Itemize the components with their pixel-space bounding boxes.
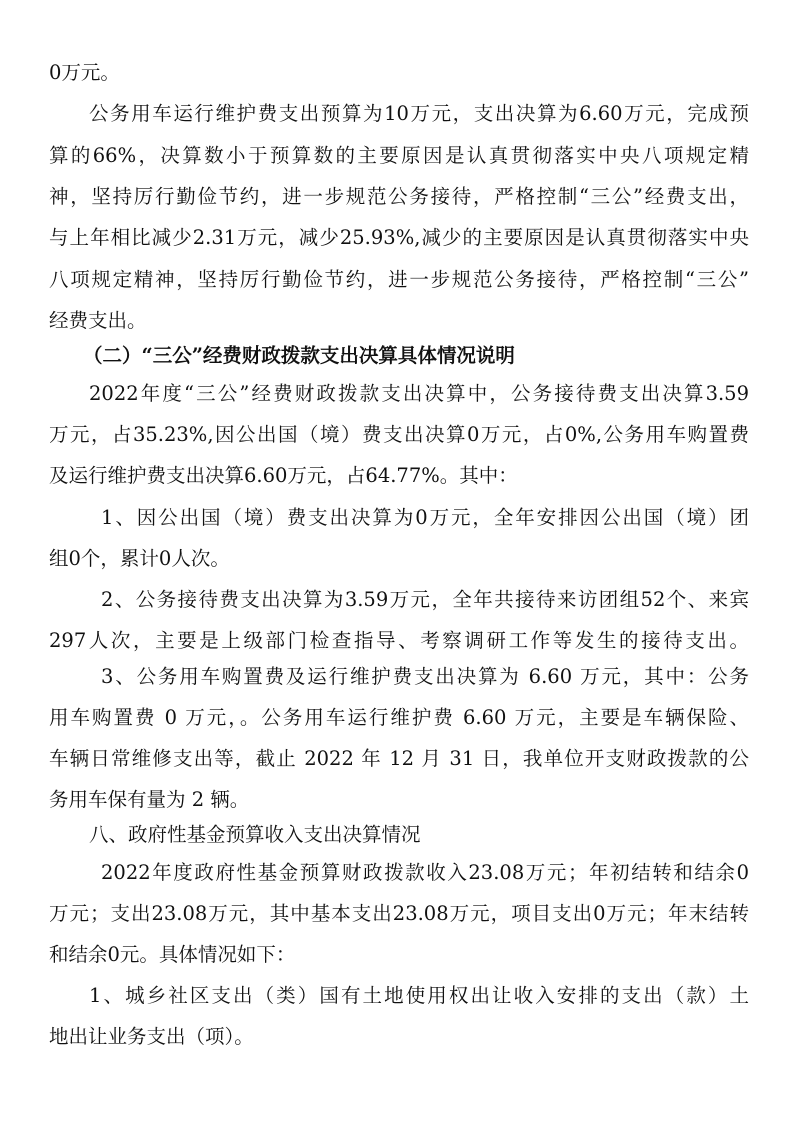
list-item-line: 1、因公出国（境）费支出决算为0万元，全年安排因公出国（境）团 xyxy=(101,506,749,529)
paragraph-line: 与上年相比减少2.31万元，减少25.93%,减少的主要原因是认真贯彻落实中央 xyxy=(49,226,749,249)
list-item-line: 务用车保有量为 2 辆。 xyxy=(49,788,250,811)
paragraph-line: 神，坚持厉行勤俭节约，进一步规范公务接待，严格控制“三公”经费支出， xyxy=(49,185,749,208)
list-item-line: 1、城乡社区支出（类）国有土地使用权出让收入安排的支出（款）土 xyxy=(89,984,749,1007)
paragraph-line: 2022年度政府性基金预算财政拨款收入23.08万元；年初结转和结余0 xyxy=(101,861,749,884)
paragraph-line: 经费支出。 xyxy=(49,309,147,332)
list-item-line: 车辆日常维修支出等，截止 2022 年 12 月 31 日，我单位开支财政拨款的公 xyxy=(49,747,749,770)
list-item-line: 2、公务接待费支出决算为3.59万元，全年共接待来访团组52个、来宾 xyxy=(101,588,749,611)
list-item-line: 组0个，累计0人次。 xyxy=(49,547,230,570)
paragraph-line: 公务用车运行维护费支出预算为10万元，支出决算为6.60万元，完成预 xyxy=(89,102,749,125)
paragraph-line: 算的66%，决算数小于预算数的主要原因是认真贯彻落实中央八项规定精 xyxy=(49,144,749,167)
list-item-line: 地出让业务支出（项）。 xyxy=(49,1025,254,1048)
paragraph-line: 万元；支出23.08万元，其中基本支出23.08万元，项目支出0万元；年末结转 xyxy=(49,902,749,925)
paragraph-line: 及运行维护费支出决算6.60万元，占64.77%。其中： xyxy=(49,464,518,487)
paragraph-line: 和结余0元。具体情况如下： xyxy=(49,943,296,966)
paragraph-line: 万元，占35.23%,因公出国（境）费支出决算0万元，占0%,公务用车购置费 xyxy=(49,423,749,446)
list-item-line: 297人次，主要是上级部门检查指导、考察调研工作等发生的接待支出。 xyxy=(49,629,749,652)
paragraph-line: 2022年度“三公”经费财政拨款支出决算中，公务接待费支出决算3.59 xyxy=(89,382,749,405)
section-heading: （二）“三公”经费财政拨款支出决算具体情况说明 xyxy=(83,344,515,367)
section-heading: 八、政府性基金预算收入支出决算情况 xyxy=(89,823,421,846)
list-item-line: 3、公务用车购置费及运行维护费支出决算为 6.60 万元，其中：公务 xyxy=(101,665,749,688)
paragraph-line: 八项规定精神，坚持厉行勤俭节约，进一步规范公务接待，严格控制“三公” xyxy=(49,268,749,291)
paragraph-line: 0万元。 xyxy=(49,61,120,84)
list-item-line: 用车购置费 0 万元，。公务用车运行维护费 6.60 万元，主要是车辆保险、 xyxy=(49,706,749,729)
